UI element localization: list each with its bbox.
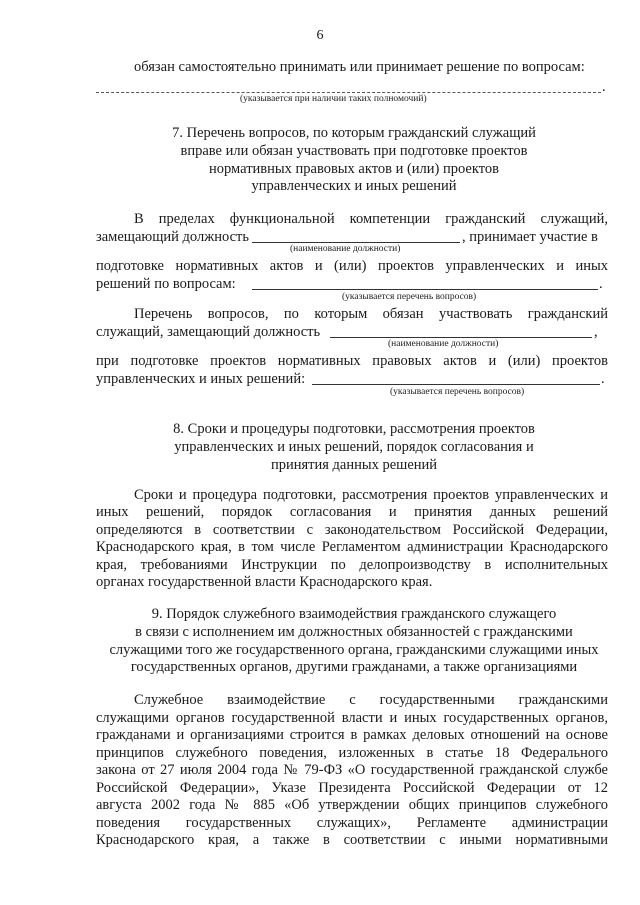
s7p2-line-2a: служащий, замещающий должность <box>96 324 321 340</box>
s7p2-hint-2: (указывается перечень вопросов) <box>390 387 525 397</box>
top-line-1: обязан самостоятельно принимать или принимает решение по вопросам: <box>134 59 585 75</box>
s7p1-line-4a: решений по вопросам: <box>96 276 236 292</box>
position-name-blank-2 <box>330 337 592 338</box>
section9-line-8: поведения государственных служащих», Регламенте администрации <box>96 815 608 831</box>
s7p2-line-4a: управленческих и иных решений: <box>96 371 306 387</box>
section8-line-2: иных решений, порядок согласования и принятия данных решений <box>96 504 608 520</box>
section8-line-6: органах государственной власти Краснодарского края. <box>96 574 433 590</box>
section9-title-3: служащими того же государственного органа, гражданскими служащими иных <box>109 642 599 658</box>
position-name-blank-1 <box>252 242 460 243</box>
s7p2-hint-1: (наименование должности) <box>388 339 499 349</box>
s7p2-line-4-end: . <box>601 371 605 387</box>
s7p1-line-1: В пределах функциональной компетенции гражданский служащий, <box>134 211 608 227</box>
section7-title-2: вправе или обязан участвовать при подготовке проектов <box>180 143 528 159</box>
section7-title-4: управленческих и иных решений <box>251 178 457 194</box>
s7p2-line-2-end: , <box>594 324 598 340</box>
section7-title-1: 7. Перечень вопросов, по которым гражданский служащий <box>172 125 536 141</box>
section8-line-4: Краснодарского края, в том числе Регламентом администрации Краснодарского <box>96 539 608 555</box>
section9-title-1: 9. Порядок служебного взаимодействия гражданского служащего <box>151 606 557 622</box>
s7p2-line-1: Перечень вопросов, по которым обязан участвовать гражданский <box>134 306 608 322</box>
s7p1-line-2a: замещающий должность <box>96 229 249 245</box>
section9-line-4: принципов служебного поведения, изложенных в статье 18 Федерального <box>96 745 608 761</box>
s7p2-line-3: при подготовке проектов нормативных правовых актов и (или) проектов <box>96 353 608 369</box>
section9-line-3: гражданами и организациями строится в рамках деловых отношений на основе <box>96 727 608 743</box>
section9-line-9: Краснодарского края, а также в соответствии с иными нормативными <box>96 832 608 848</box>
top-line-2-end: . <box>602 79 606 95</box>
s7p1-line-2b: , принимает участие в <box>462 229 598 245</box>
page-number: 6 <box>316 28 324 43</box>
section8-title-3: принятия данных решений <box>270 457 438 473</box>
top-hint: (указывается при наличии таких полномочий) <box>240 94 427 104</box>
section9-title-2: в связи с исполнением им должностных обязанностей с гражданскими <box>135 624 573 640</box>
section9-line-6: Российской Федерации», Указе Президента Российской Федерации от 12 <box>96 780 608 796</box>
section9-line-1: Служебное взаимодействие с государственными гражданскими <box>134 692 608 708</box>
s7p1-hint-1: (наименование должности) <box>290 244 401 254</box>
section9-title-4: государственных органов, другими гражданами, а также организациями <box>130 659 578 675</box>
section7-title-3: нормативных правовых актов и (или) проектов <box>209 161 499 177</box>
s7p1-line-3: подготовке нормативных актов и (или) проектов управленческих и иных <box>96 258 608 274</box>
section8-line-5: края, требованиями Инструкции по делопроизводству в исполнительных <box>96 557 608 573</box>
s7p1-hint-2: (указывается перечень вопросов) <box>342 292 477 302</box>
section8-title-2: управленческих и иных решений, порядок согласования и <box>174 439 534 455</box>
top-blank-line <box>96 92 601 93</box>
section9-line-2: служащими органов государственной власти и иных государственных органов, <box>96 710 608 726</box>
section8-line-3: определяются в соответствии с законодательством Российской Федерации, <box>96 522 608 538</box>
section9-line-7: августа 2002 года № 885 «Об утверждении общих принципов служебного <box>96 797 608 813</box>
s7p1-line-4-end: . <box>599 276 603 292</box>
questions-blank-1 <box>252 289 598 290</box>
section8-line-1: Сроки и процедура подготовки, рассмотрения проектов управленческих и <box>134 487 608 503</box>
section9-line-5: закона от 27 июля 2004 года № 79-ФЗ «О государственной гражданской службе <box>96 762 608 778</box>
questions-blank-2 <box>312 384 600 385</box>
section8-title-1: 8. Сроки и процедуры подготовки, рассмотрения проектов <box>173 421 535 437</box>
